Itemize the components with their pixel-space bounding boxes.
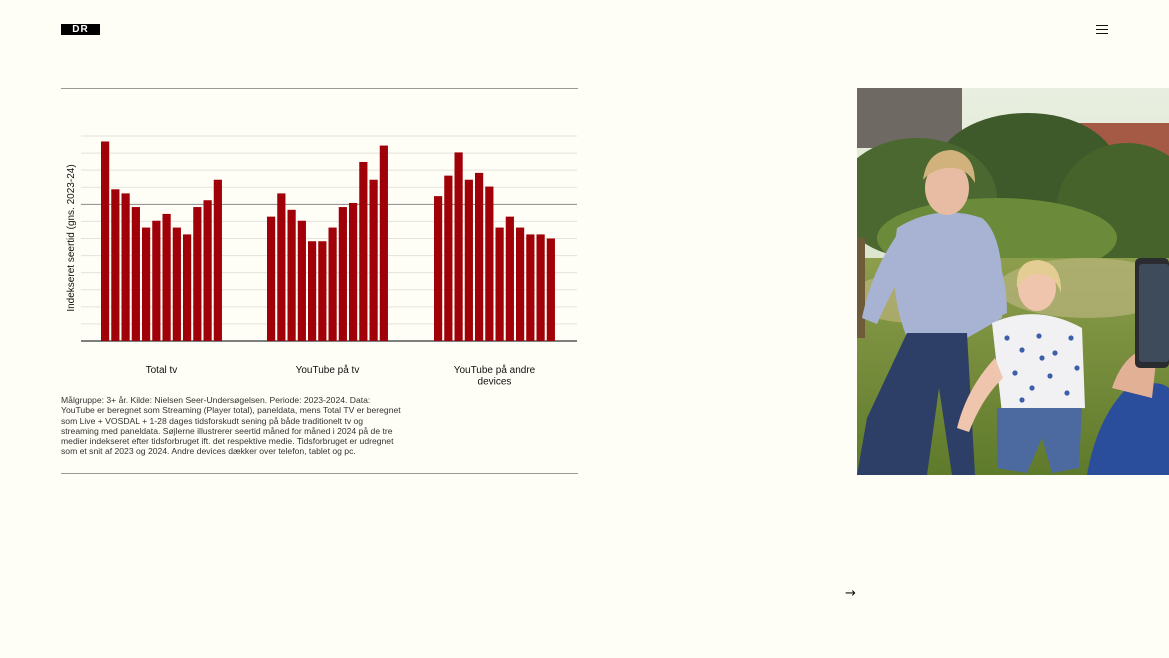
top-divider bbox=[61, 88, 578, 89]
bar bbox=[173, 228, 181, 341]
bar bbox=[318, 241, 326, 341]
bar bbox=[152, 221, 160, 341]
menu-line bbox=[1096, 33, 1108, 34]
bar bbox=[516, 228, 524, 341]
bar bbox=[142, 228, 150, 341]
bar bbox=[163, 214, 171, 341]
chart-category-labels bbox=[146, 364, 536, 388]
bar bbox=[526, 234, 534, 341]
chart-caption: Målgruppe: 3+ år. Kilde: Nielsen Seer-Undersøgelsen. Periode: 2023-2024. Data: YouTube er beregnet som Streaming (Player total), paneldata, mens Total TV er beregnet som Live + VOSDAL + 1-28 dages tidsforskudt sening på både traditionelt tv og streaming med paneldata. Søjlerne illustrerer seertid måned for måned i 2024 på de tre medier indekseret efter tidsforbruget ift. det respektive medie. Tidsforbruget er udregnet som et snit af 2023 og 2024. Andre devices dækker over telefon, tablet og pc. bbox=[61, 395, 401, 457]
bar bbox=[359, 162, 367, 341]
bar bbox=[267, 217, 275, 341]
arrow-right-icon[interactable]: → bbox=[845, 586, 856, 601]
bar bbox=[308, 241, 316, 341]
bar bbox=[380, 146, 388, 341]
category-label: YouTube på andre devices bbox=[453, 365, 536, 388]
bar bbox=[496, 228, 504, 341]
bar bbox=[444, 176, 452, 341]
bar bbox=[214, 180, 222, 341]
dr-logo[interactable]: DR bbox=[61, 24, 100, 35]
bar bbox=[329, 228, 337, 341]
bar bbox=[298, 221, 306, 341]
bar bbox=[132, 207, 140, 341]
bar bbox=[547, 239, 555, 342]
bar bbox=[339, 207, 347, 341]
bar bbox=[101, 141, 109, 341]
bar bbox=[122, 193, 130, 341]
bar bbox=[183, 234, 191, 341]
menu-line bbox=[1096, 29, 1108, 30]
y-axis-label: Indekseret seertid (gns. 2023-24) bbox=[66, 164, 77, 312]
bar bbox=[475, 173, 483, 341]
photo-illustration bbox=[857, 88, 1169, 475]
bar bbox=[288, 210, 296, 341]
bar bbox=[370, 180, 378, 341]
category-label: Total tv bbox=[145, 365, 178, 376]
category-label: YouTube på tv bbox=[295, 365, 360, 376]
photo-mother-and-child-dancing bbox=[857, 88, 1169, 475]
bar bbox=[277, 193, 285, 341]
bar-chart bbox=[61, 120, 581, 390]
bar bbox=[204, 200, 212, 341]
hamburger-menu-icon[interactable] bbox=[1096, 25, 1108, 34]
bar bbox=[485, 187, 493, 341]
bar bbox=[537, 234, 545, 341]
chart-bars bbox=[101, 141, 555, 341]
bar bbox=[349, 203, 357, 341]
bar bbox=[506, 217, 514, 341]
bar bbox=[455, 152, 463, 341]
bar bbox=[193, 207, 201, 341]
bottom-divider bbox=[61, 473, 578, 474]
bar bbox=[434, 196, 442, 341]
bar bbox=[465, 180, 473, 341]
bar bbox=[111, 189, 119, 341]
menu-line bbox=[1096, 25, 1108, 26]
